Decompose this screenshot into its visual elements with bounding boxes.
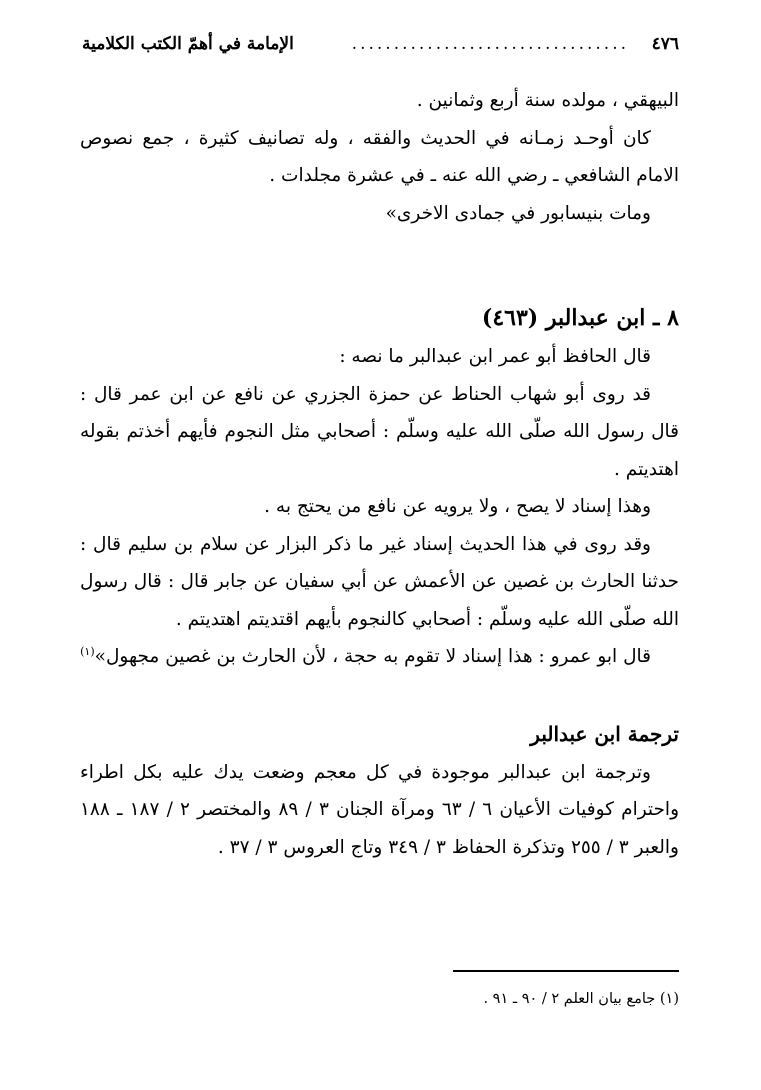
main-text (80, 82, 679, 866)
paragraph-intro: قال الحافظ أبو عمر ابن عبدالبر ما نصه : (339, 346, 651, 367)
header-leader-dots: ................................. (351, 34, 629, 54)
section-gap (80, 232, 679, 298)
biography-heading: ترجمة ابن عبدالبر (530, 721, 679, 746)
paragraph-chain-critique: وهذا إسناد لا يصح ، ولا يرويه عن نافع من يحتج به . (264, 496, 651, 517)
footnote-separator (453, 970, 679, 972)
running-header (82, 34, 679, 60)
section-gap (80, 676, 679, 714)
paragraph-continuation: البيهقي ، مولده سنة أربع وثمانين . (416, 90, 679, 111)
section-heading-ibn-abdulbarr: ٨ ـ ابن عبدالبر (٤٦٣) (481, 305, 679, 331)
paragraph-narration-2: وقد روى في هذا الحديث إسناد غير ما ذكر البزار عن سلام بن سليم قال : حدثنا الحارث بن غصين عن الأعمش عن أبي سفيان عن جابر قال : قال رسول الله صلّى الله عليه وسلّم : أصحابي كالنجوم بأيهم اقتديتم اهتديتم . (80, 533, 679, 630)
biography-paragraph: وترجمة ابن عبدالبر موجودة في كل معجم وضعت يدك عليه بكل اطراء واحترام كوفيات الأعيان ٦ / ٦٣ ومرآة الجنان ٣ / ٨٩ والمختصر ٢ / ١٨٧ ـ ١٨٨ والعبر ٣ / ٢٥٥ وتذكرة الحفاظ ٣ / ٣٤٩ وتاج العروس ٣ / ٣٧ . (80, 761, 680, 858)
verdict-text: قال ابو عمرو : هذا إسناد لا تقوم به حجة ، لأن الحارث بن غصين مجهول» (94, 646, 651, 667)
running-title: الإمامة في أهمّ الكتب الكلامية (82, 34, 294, 54)
paragraph-bayhaqi-death: ومات بنيسابور في جمادى الاخرى» (385, 202, 651, 224)
paragraph-abu-amr-verdict (80, 638, 679, 676)
footnote: (١) جامع بيان العلم ٢ / ٩٠ ـ ٩١ . (483, 991, 679, 1007)
paragraph-bayhaqi-works: كان أوحـد زمـانه في الحديث والفقه ، وله تصانيف كثيرة ، جمع نصوص الامام الشافعي ـ رضي الله عنه ـ في عشرة مجلدات . (80, 127, 679, 186)
page-number: ٤٧٦ (651, 34, 679, 54)
paragraph-narration-1: قد روى أبو شهاب الحناط عن حمزة الجزري عن نافع عن ابن عمر قال : قال رسول الله صلّى الله عليه وسلّم : أصحابي مثل النجوم فأيهم أخذتم بقوله اهتديتم . (80, 383, 679, 480)
footnote-marker: (١) (80, 644, 95, 658)
